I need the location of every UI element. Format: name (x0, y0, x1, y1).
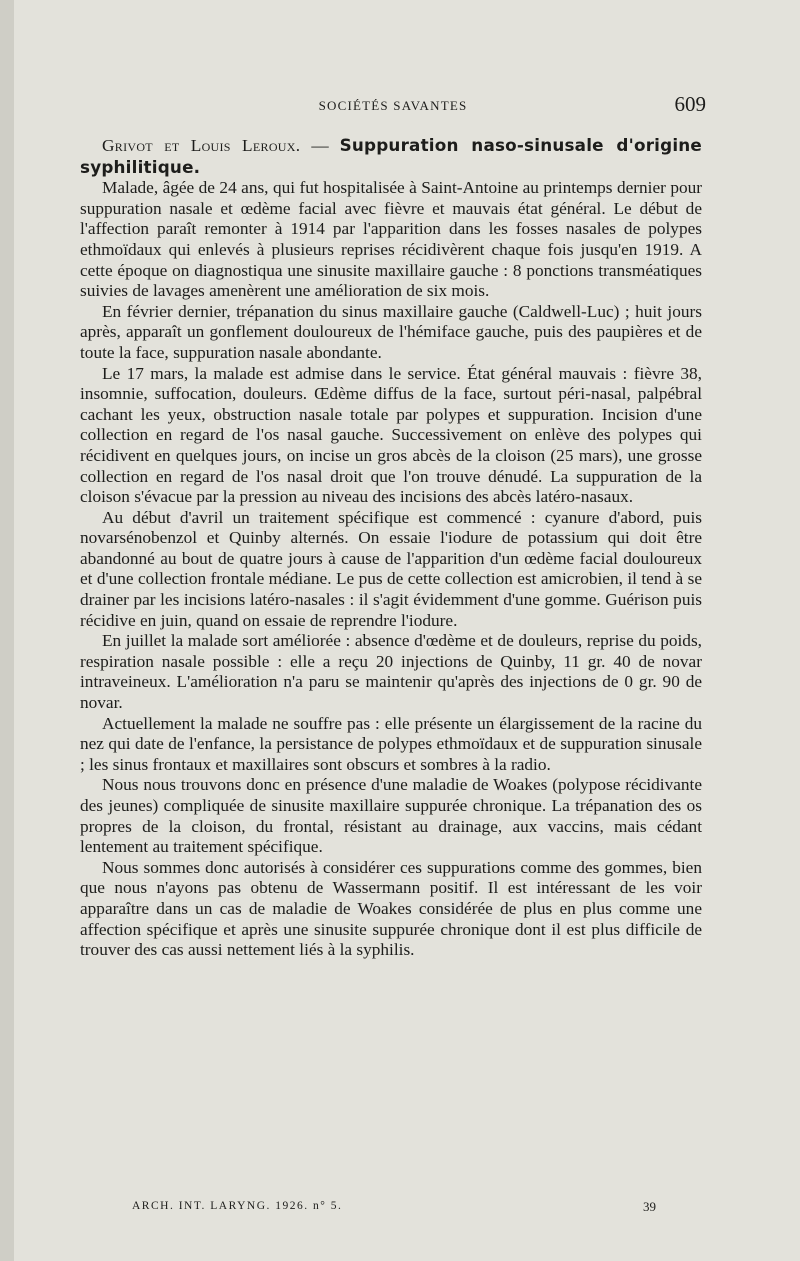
running-title: SOCIÉTÉS SAVANTES (318, 98, 468, 113)
article-body (80, 135, 702, 961)
paragraph-7: Nous nous trouvons donc en présence d'une maladie de Woakes (polypose récidivante des jeunes) compliquée de sinusite maxillaire suppurée chronique. La trépanation des os propres de la cloison, du frontal, résistant au drainage, aux vaccins, mais cédant lentement au traitement spécifique. (80, 775, 702, 857)
article-authors: Grivot et Louis Leroux. (102, 136, 301, 155)
paragraph-5: En juillet la malade sort améliorée : absence d'œdème et de douleurs, reprise du poids, respiration nasale possible : elle a reçu 20 injections de Quinby, 11 gr. 40 de novar intraveineux. L'amélioration n'a paru se maintenir qu'après des injections de 0 gr. 90 de novar. (80, 631, 702, 713)
article-title: Suppuration naso-sinusale d'origine syphilitique. (80, 135, 703, 177)
page-edge (0, 0, 14, 1261)
paragraph-3: Le 17 mars, la malade est admise dans le service. État général mauvais : fièvre 38, insomnie, suffocation, douleurs. Œdème diffus de la face, surtout péri-nasal, palpébral cachant les yeux, obstruction nasale totale par polypes et suppuration. Incision d'une collection en regard de l'os nasal gauche. Successivement on enlève des polypes qui récidivent en quelques jours, on incise un gros abcès de la cloison (25 mars), une grosse collection en regard de l'os nasal droit que l'on trouve dénudé. La suppuration de la cloison s'évacue par la pression au niveau des incisions des abcès latéro-nasaux. (80, 363, 702, 507)
running-head (80, 92, 706, 116)
paragraph-8: Nous sommes donc autorisés à considérer ces suppurations comme des gommes, bien que nous n'ayons pas obtenu de Wassermann positif. Il est intéressant de les voir apparaître dans un cas de maladie de Woakes considérée de plus en plus comme une affection spécifique et après une sinusite suppurée chronique dont il est plus difficile de trouver des cas aussi nettement liés à la syphilis. (80, 857, 702, 960)
heading-dash: — (300, 136, 340, 155)
article-heading (80, 135, 702, 178)
paragraph-6: Actuellement la malade ne souffre pas : elle présente un élargissement de la racine du nez qui date de l'enfance, la persistance de polypes ethmoïdaux et de suppuration sinusale ; les sinus frontaux et maxillaires sont obscurs et sombres à la radio. (80, 713, 702, 774)
paragraph-1: Malade, âgée de 24 ans, qui fut hospitalisée à Saint-Antoine au printemps dernier pour suppuration nasale et œdème facial avec fièvre et mauvais état général. Le début de l'affection paraît remonter à 1914 par l'apparition dans les fosses nasales de polypes ethmoïdaux qui enlevés à plusieurs reprises récidivèrent chaque fois jusqu'en 1919. A cette époque on diagnostiqua une sinusite maxillaire gauche : 8 ponctions transméatiques suivies de lavages amenèrent une amélioration de six mois. (80, 178, 702, 301)
paragraph-2: En février dernier, trépanation du sinus maxillaire gauche (Caldwell-Luc) ; huit jours après, apparaît un gonflement douloureux de l'hémiface gauche, puis des paupières et de toute la face, suppuration nasale abondante. (80, 301, 702, 362)
page-number: 609 (674, 92, 706, 116)
paragraph-4: Au début d'avril un traitement spécifique est commencé : cyanure d'abord, puis novarsénobenzol et Quinby alternés. On essaie l'iodure de potassium qui doit être abandonné au bout de quatre jours à cause de l'apparition d'un œdème facial douloureux et d'une collection frontale médiane. Le pus de cette collection est amicrobien, il tend à se drainer par les incisions latéro-nasales : il s'agit évidemment d'une gomme. Guérison puis récidive en juin, quand on essaie de reprendre l'iodure. (80, 507, 702, 630)
signature-mark: 39 (643, 1199, 656, 1214)
journal-reference: ARCH. INT. LARYNG. 1926. n° 5. (132, 1200, 343, 1212)
page-footer (80, 1200, 706, 1220)
